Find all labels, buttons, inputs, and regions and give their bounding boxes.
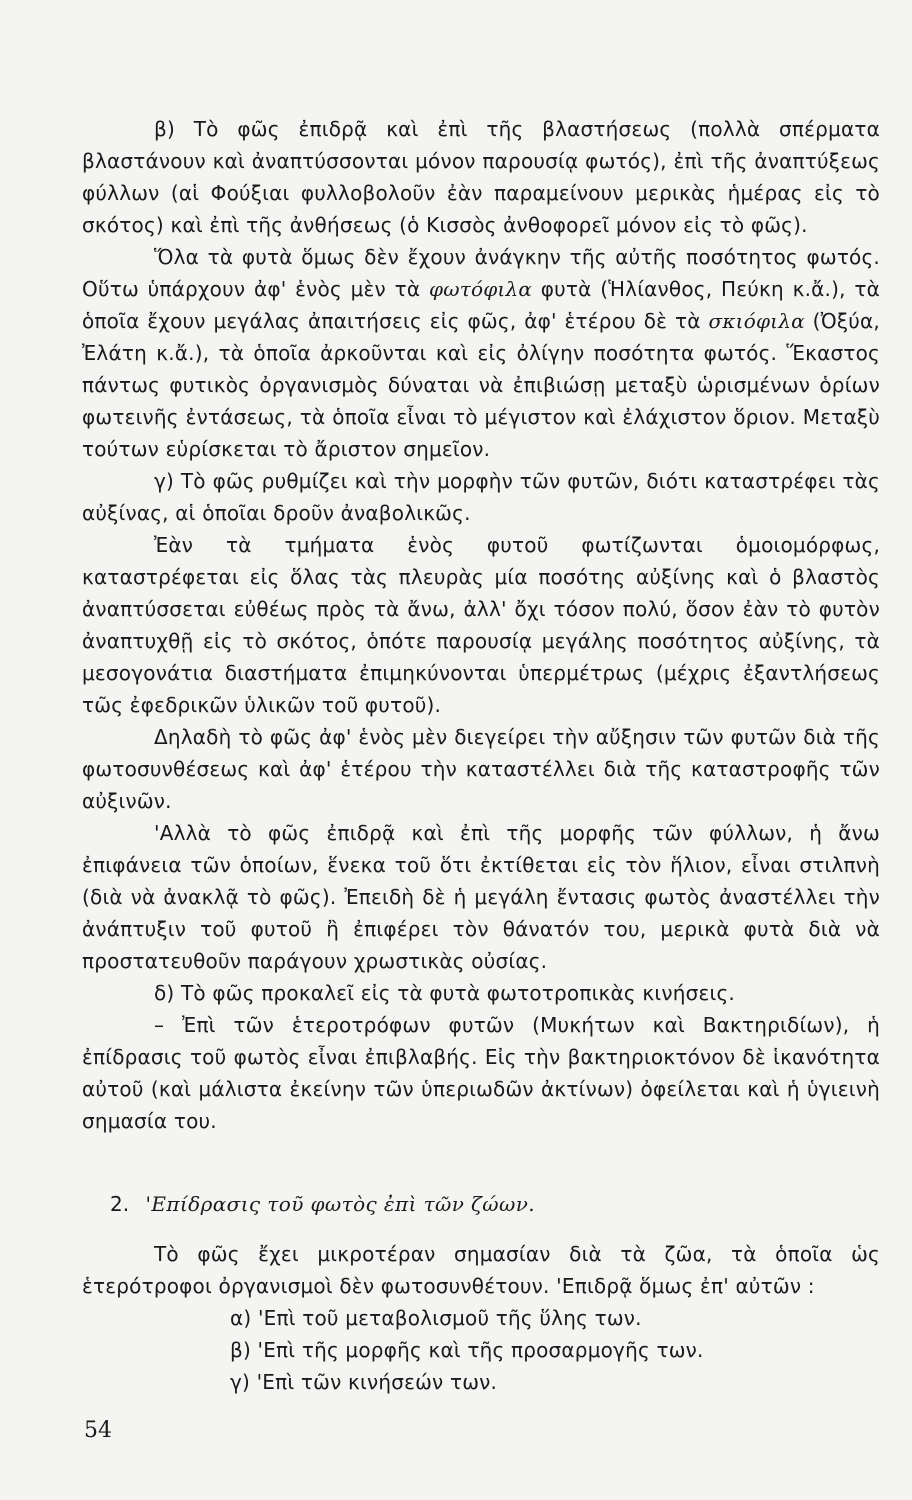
page-number: 54 [84,1418,112,1443]
paragraph-gamma: γ) Τὸ φῶς ρυθμίζει καὶ τὴν μορφὴν τῶν φυτῶν, διότι καταστρέφει τὰς αὐξίνας, αἱ ὁποῖαι δροῦν ἀναβολικῶς. [82,469,880,525]
paragraph-beta: β) Τὸ φῶς ἐπιδρᾷ καὶ ἐπὶ τῆς βλαστήσεως (πολλὰ σπέρματα βλαστάνουν καὶ ἀναπτύσσονται μόνον παρουσίᾳ φωτός), ἐπὶ τῆς ἀναπτύξεως φύλλων (αἱ Φούξιαι φυλλοβολοῦν ἐὰν παραμείνουν μερικὰς ἡμέρας εἰς τὸ σκότος) καὶ ἐπὶ τῆς ἀνθήσεως (ὁ Κισσὸς ἀνθοφορεῖ μόνον εἰς τὸ φῶς). [82,117,880,237]
paragraph-text: φυτὰ (Ἡλίανθος, Πεύκη κ.ἄ.), τὰ ὁποῖα ἔχουν μεγάλας ἀπαιτήσεις εἰς φῶς, ἀφ' ἑτέρου δὲ τὰ [82,277,880,333]
paragraph-leaves: 'Αλλὰ τὸ φῶς ἐπιδρᾷ καὶ ἐπὶ τῆς μορφῆς τῶν φύλλων, ἡ ἄνω ἐπιφάνεια τῶν ὁποίων, ἕνεκα τοῦ ὅτι ἐκτίθεται εἰς τὸν ἥλιον, εἶναι στιλπνὴ (διὰ νὰ ἀνακλᾷ τὸ φῶς). Ἐπειδὴ δὲ ἡ μεγάλη ἔντασις φωτὸς ἀναστέλλει τὴν ἀνάπτυξιν τοῦ φυτοῦ ἢ ἐπιφέρει τὸν θάνατόν του, μερικὰ φυτὰ διὰ νὰ προστατευθοῦν παράγουν χρωστικὰς οὐσίας. [82,821,880,973]
list-item: α) 'Επὶ τοῦ μεταβολισμοῦ τῆς ὕλης των. [230,1306,642,1330]
section-heading [110,1188,535,1220]
paragraph-animals: Τὸ φῶς ἔχει μικροτέραν σημασίαν διὰ τὰ ζῶα, τὰ ὁποῖα ὡς ἑτερότροφοι ὀργανισμοὶ δὲν φωτοσυνθέτουν. 'Επιδρᾷ ὅμως ἐπ' αὐτῶν : [82,1242,880,1298]
paragraph-heterotrophs: – Ἐπὶ τῶν ἑτεροτρόφων φυτῶν (Μυκήτων καὶ Βακτηριδίων), ἡ ἐπίδρασις τοῦ φωτὸς εἶναι ἐπιβλαβής. Εἰς τὴν βακτηριοκτόνον δὲ ἱκανότητα αὐτοῦ (καὶ μάλιστα ἐκείνην τῶν ὑπεριωδῶν ἀκτίνων) ὀφείλεται καὶ ἡ ὑγιεινὴ σημασία του. [82,1013,880,1133]
paragraph-text: Ὅλα τὰ φυτὰ ὅμως δὲν ἔχουν ἀνάγκην τῆς αὐτῆς ποσότητος φωτός. Οὕτω ὑπάρχουν ἀφ' ἑνὸς μὲν τὰ [82,245,880,301]
section-number: 2. [110,1192,130,1216]
section-title: 'Επίδρασις τοῦ φωτὸς ἐπὶ τῶν ζώων. [145,1192,536,1216]
main-text-block [82,113,880,1137]
italic-term-photophila: φωτόφιλα [428,277,533,301]
paragraph-light-quantity [82,241,880,465]
paragraph-auxin: Ἐὰν τὰ τμήματα ἑνὸς φυτοῦ φωτίζωνται ὁμοιομόρφως, καταστρέφεται εἰς ὅλας τὰς πλευρὰς μία ποσότης αὐξίνης καὶ ὁ βλαστὸς ἀναπτύσσεται εὐθέως πρὸς τὰ ἄνω, ἀλλ' ὄχι τόσον πολύ, ὅσον ἐὰν τὸ φυτὸν ἀναπτυχθῇ εἰς τὸ σκότος, ὁπότε παρουσίᾳ μεγάλης ποσότητος αὐξίνης, τὰ μεσογονάτια διαστήματα ἐπιμηκύνονται ὑπερμέτρως (μέχρις ἐξαντλήσεως τῶς ἐφεδρικῶν ὑλικῶν τοῦ φυτοῦ). [82,533,880,717]
lower-text-block [82,1238,880,1398]
list-item: β) 'Επὶ τῆς μορφῆς καὶ τῆς προσαρμογῆς των. [230,1338,704,1362]
paragraph-summary: Δηλαδὴ τὸ φῶς ἀφ' ἑνὸς μὲν διεγείρει τὴν αὔξησιν τῶν φυτῶν διὰ τῆς φωτοσυνθέσεως καὶ ἀφ' ἑτέρου τὴν καταστέλλει διὰ τῆς καταστροφῆς τῶν αὐξινῶν. [82,725,880,813]
list-item: γ) 'Επὶ τῶν κινήσεών των. [230,1370,498,1394]
italic-term-skiophila: σκιόφιλα [708,309,805,333]
paragraph-text: (Ὀξύα, Ἐλάτη κ.ἄ.), τὰ ὁποῖα ἀρκοῦνται καὶ εἰς ὀλίγην ποσότητα φωτός. Ἕκαστος πάντως φυτικὸς ὀργανισμὸς δύναται νὰ ἐπιβιώσῃ μεταξὺ ὡρισμένων ὁρίων φωτεινῆς ἐντάσεως, τὰ ὁποῖα εἶναι τὸ μέγιστον καὶ ἐλάχιστον ὅριον. Μεταξὺ τούτων εὑρίσκεται τὸ ἄριστον σημεῖον. [82,309,880,461]
paragraph-delta: δ) Τὸ φῶς προκαλεῖ εἰς τὰ φυτὰ φωτοτροπικὰς κινήσεις. [154,981,735,1005]
